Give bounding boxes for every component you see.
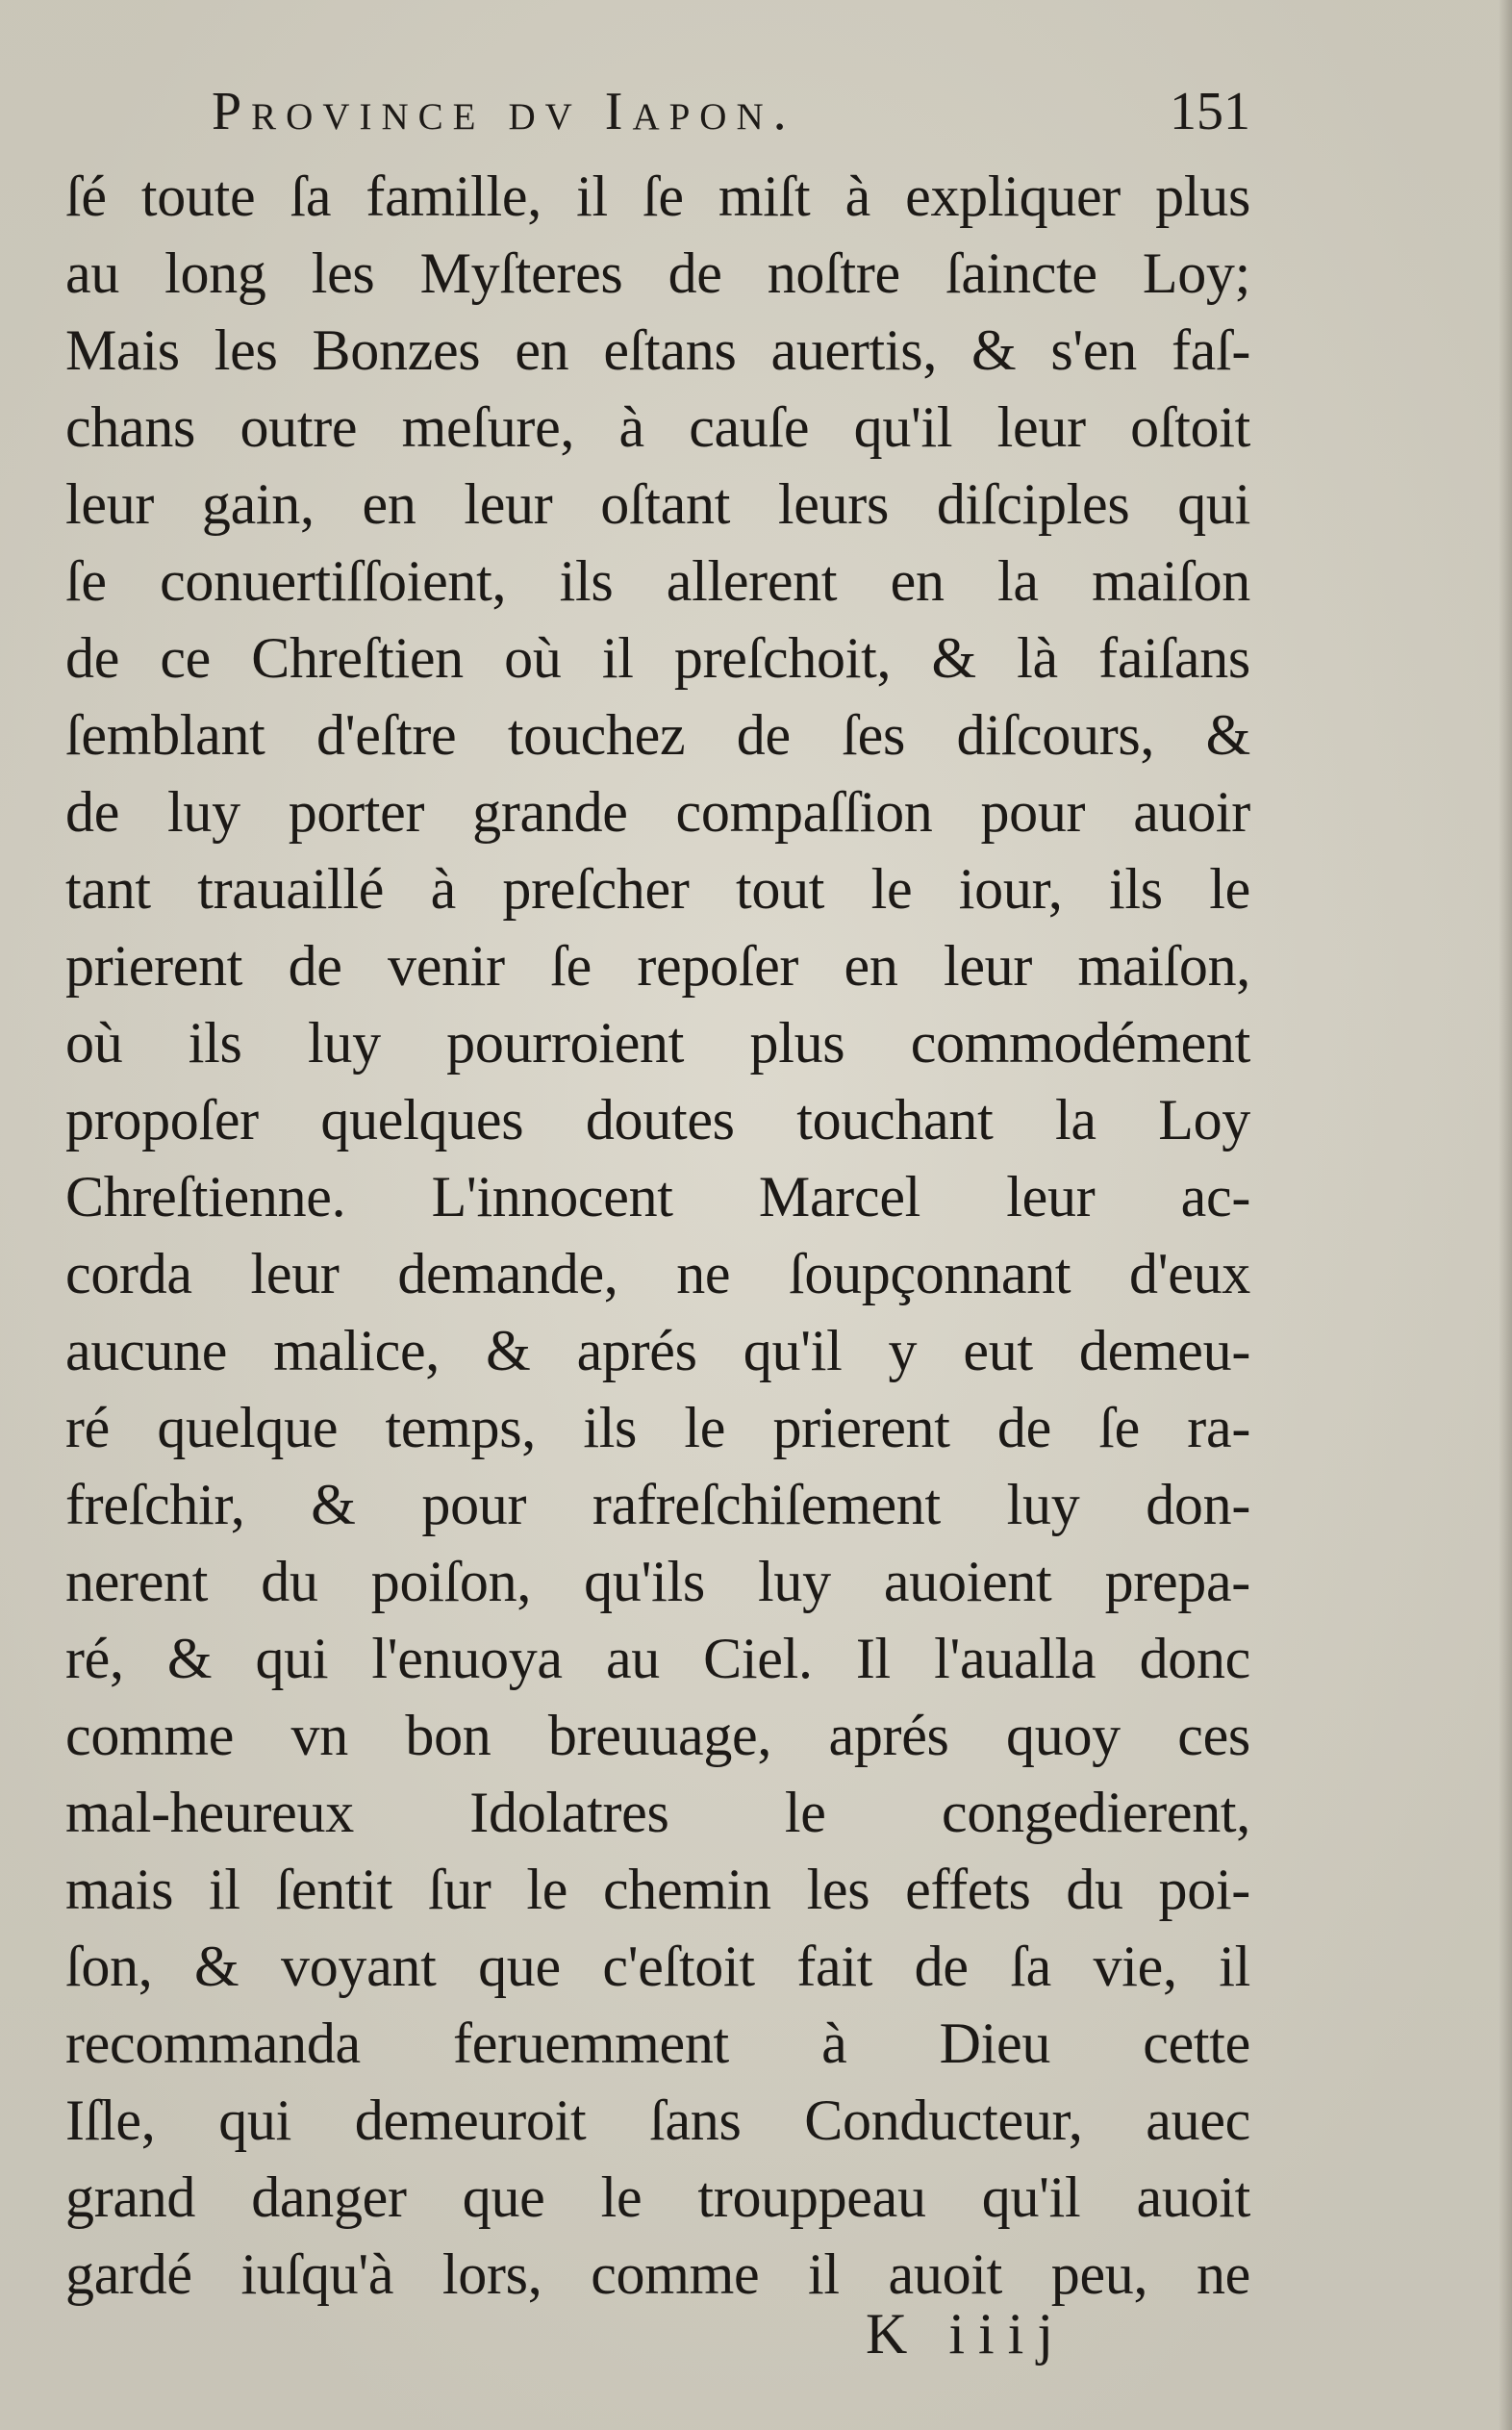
text-line: mal-heureux Idolatres le congedierent, bbox=[65, 1781, 1250, 1844]
text-line: prierent de venir ſe repoſer en leur maiſon, bbox=[65, 934, 1250, 998]
text-line: tant trauaillé à preſcher tout le iour, ils le bbox=[65, 857, 1250, 921]
running-head bbox=[67, 81, 1250, 158]
text-line: leur gain, en leur oſtant leurs diſciples qui bbox=[65, 472, 1250, 536]
text-line: mais il ſentit ſur le chemin les effets du poi- bbox=[65, 1858, 1250, 1921]
text-line: au long les Myſteres de noſtre ſaincte Loy; bbox=[65, 241, 1250, 305]
text-line: chans outre meſure, à cauſe qu'il leur oſtoit bbox=[65, 395, 1250, 459]
text-line: recommanda feruemment à Dieu cette bbox=[65, 2012, 1250, 2075]
page-number: 151 bbox=[1170, 82, 1250, 141]
text-line: de ce Chreſtien où il preſchoit, & là faiſans bbox=[65, 626, 1250, 690]
page-edge-shadow bbox=[1499, 0, 1512, 2430]
text-line: corda leur demande, ne ſoupçonnant d'eux bbox=[65, 1242, 1250, 1305]
text-line: comme vn bon breuuage, aprés quoy ces bbox=[65, 1704, 1250, 1767]
text-line: ſé toute ſa famille, il ſe miſt à expliquer plus bbox=[65, 165, 1250, 228]
text-line: Mais les Bonzes en eſtans auertis, & s'en faſ- bbox=[65, 318, 1250, 382]
text-line: nerent du poiſon, qu'ils luy auoient prepa- bbox=[65, 1550, 1250, 1613]
text-line: ré, & qui l'enuoya au Ciel. Il l'aualla donc bbox=[65, 1627, 1250, 1690]
text-line: ſon, & voyant que c'eſtoit fait de ſa vie, il bbox=[65, 1935, 1250, 1998]
signature-mark: K iiij bbox=[866, 2302, 1068, 2366]
text-line: Iſle, qui demeuroit ſans Conducteur, auec bbox=[65, 2088, 1250, 2152]
text-line: gardé iuſqu'à lors, comme il auoit peu, ne bbox=[65, 2242, 1250, 2306]
text-line: freſchir, & pour rafreſchiſement luy don- bbox=[65, 1473, 1250, 1536]
text-line: ſe conuertiſſoient, ils allerent en la maiſon bbox=[65, 549, 1250, 613]
text-line: ſemblant d'eſtre touchez de ſes diſcours, & bbox=[65, 703, 1250, 767]
text-line: grand danger que le trouppeau qu'il auoit bbox=[65, 2165, 1250, 2229]
text-line: ré quelque temps, ils le prierent de ſe ra- bbox=[65, 1396, 1250, 1459]
text-line: propoſer quelques doutes touchant la Loy bbox=[65, 1088, 1250, 1152]
running-title: Province dv Iapon. bbox=[212, 82, 796, 141]
text-line: de luy porter grande compaſſion pour auoir bbox=[65, 780, 1250, 844]
text-line: où ils luy pourroient plus commodément bbox=[65, 1011, 1250, 1075]
text-line: aucune malice, & aprés qu'il y eut demeu- bbox=[65, 1319, 1250, 1382]
text-line: Chreſtienne. L'innocent Marcel leur ac- bbox=[65, 1165, 1250, 1228]
body-text bbox=[65, 158, 1250, 2313]
